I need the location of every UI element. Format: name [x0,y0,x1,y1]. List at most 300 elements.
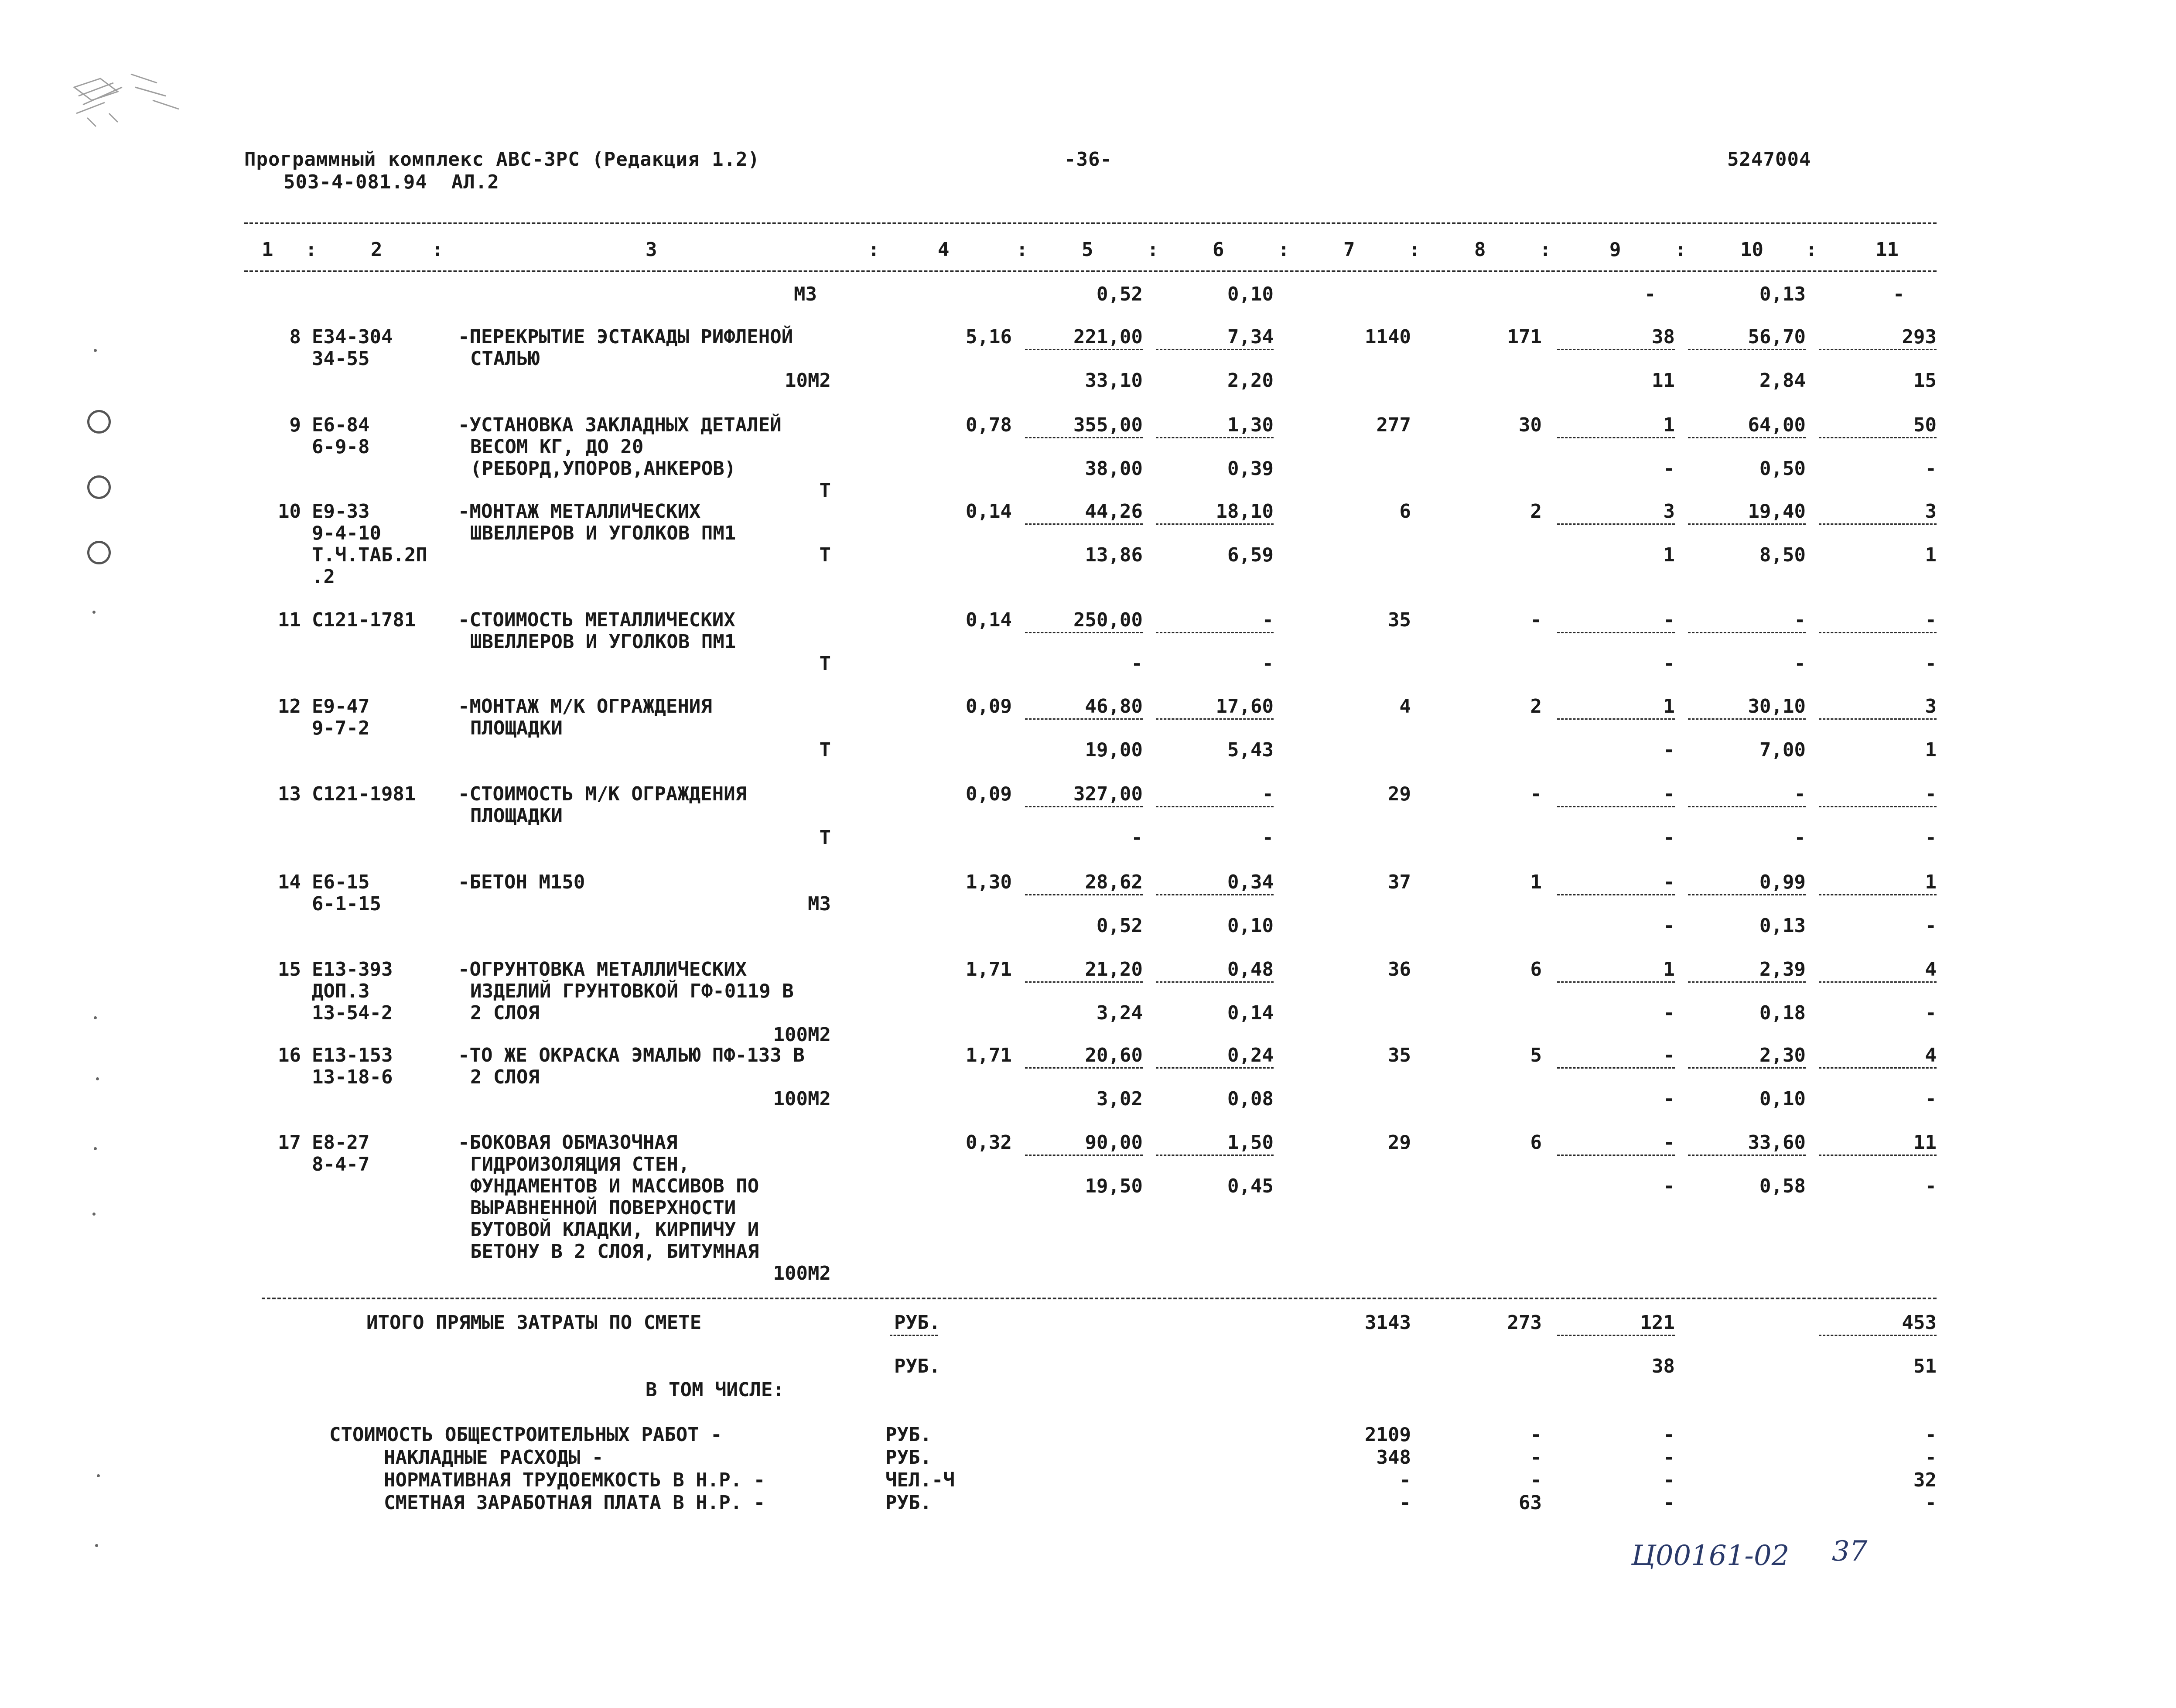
row-col11-secondary: - [1925,827,1937,849]
column-header-5: 5 [1082,239,1093,261]
row-col7: 36 [1388,958,1411,980]
row-code: Е13-153 [312,1044,393,1066]
value-divider [1557,1067,1675,1069]
carry-unit: М3 [794,283,817,305]
totals-breakdown-col8: - [1530,1469,1542,1491]
row-col7: 29 [1388,1131,1411,1154]
row-description: ВЫРАВНЕННОЙ ПОВЕРХНОСТИ [470,1197,736,1219]
row-col5-secondary: 19,00 [1085,739,1143,761]
row-code: С121-1781 [312,609,416,631]
row-col11-secondary: 1 [1925,544,1937,566]
totals-unit-2: РУБ. [894,1355,940,1377]
row-col11-secondary: - [1925,915,1937,937]
row-col8: 171 [1507,326,1542,348]
row-code: 6-1-15 [312,893,381,915]
row-col10-secondary: - [1794,652,1806,675]
row-col10-secondary: 0,50 [1759,458,1806,480]
value-divider [1557,1335,1675,1336]
value-divider [1025,1155,1143,1156]
totals-breakdown-label: СМЕТНАЯ ЗАРАБОТНАЯ ПЛАТА В Н.Р. - [384,1492,765,1514]
row-number: 14 [278,871,301,893]
row-description: -СТОИМОСТЬ МЕТАЛЛИЧЕСКИХ [458,609,735,631]
row-unit: Т [819,739,831,761]
including-label: В ТОМ ЧИСЛЕ: [646,1379,784,1401]
row-col8: - [1530,609,1542,631]
value-divider [1688,1155,1806,1156]
row-code: Е9-47 [312,695,370,717]
value-divider [1156,437,1274,438]
row-col10: 19,40 [1748,500,1806,523]
value-divider [1819,1155,1937,1156]
row-col5-price: 327,00 [1073,783,1143,805]
scan-smudge-icon [65,61,218,131]
column-separator: : [868,239,880,261]
value-divider [1156,894,1274,895]
row-description: 2 СЛОЯ [470,1002,540,1024]
row-description: -БОКОВАЯ ОБМАЗОЧНАЯ [458,1131,678,1154]
row-unit: 10М2 [785,369,831,392]
row-col5-secondary: 33,10 [1085,369,1143,392]
value-divider [1557,806,1675,807]
column-separator: : [1806,239,1817,261]
row-col10: 33,60 [1748,1131,1806,1154]
row-col5-secondary: 19,50 [1085,1175,1143,1197]
program-title: Программный комплекс АВС-3РС (Редакция 1.2) [244,148,760,171]
row-description: (РЕБОРД,УПОРОВ,АНКЕРОВ) [470,458,736,480]
row-col9-secondary: - [1663,1002,1675,1024]
row-col9: - [1663,1044,1675,1066]
column-header-10: 10 [1740,239,1763,261]
row-number: 12 [278,695,301,717]
row-col11-secondary: - [1925,1175,1937,1197]
value-divider [1688,437,1806,438]
row-col6: 0,24 [1227,1044,1274,1066]
row-description: ВЕСОМ КГ, ДО 20 [470,436,644,458]
column-header-6: 6 [1213,239,1224,261]
value-divider [1688,523,1806,525]
row-unit: Т [819,479,831,502]
row-col11: 11 [1913,1131,1937,1154]
carry-col6: 0,10 [1227,283,1274,305]
row-col9-secondary: - [1663,1175,1675,1197]
scan-speck-icon [92,1213,96,1216]
row-code: Е9-33 [312,500,370,523]
column-separator: : [1675,239,1687,261]
value-divider [1025,523,1143,525]
value-divider [1156,981,1274,983]
value-divider [1688,349,1806,350]
row-col5-price: 44,26 [1085,500,1143,523]
row-description: ШВЕЛЛЕРОВ И УГОЛКОВ ПМ1 [470,631,736,653]
row-col9-secondary: 1 [1663,544,1675,566]
row-col4-qty: 0,14 [966,609,1012,631]
row-col4-qty: 1,71 [966,958,1012,980]
table-header-rule [244,270,1937,272]
totals-breakdown-col7: 348 [1376,1446,1411,1469]
scan-speck-icon [97,1474,100,1477]
row-number: 13 [278,783,301,805]
totals-breakdown-unit: РУБ. [885,1446,932,1469]
row-col11: - [1925,783,1937,805]
row-code: С121-1981 [312,783,416,805]
value-divider [1819,523,1937,525]
column-header-8: 8 [1474,239,1486,261]
row-col9: - [1663,871,1675,893]
value-divider [1557,718,1675,720]
row-col10-secondary: 0,58 [1759,1175,1806,1197]
value-divider [1819,349,1937,350]
column-separator: : [305,239,317,261]
value-divider [1819,894,1937,895]
row-col4-qty: 5,16 [966,326,1012,348]
row-col6: 0,34 [1227,871,1274,893]
column-header-3: 3 [646,239,657,261]
punch-hole-icon [87,541,111,564]
row-col6-secondary: 0,14 [1227,1002,1274,1024]
row-col5-price: 355,00 [1073,414,1143,436]
scan-speck-icon [94,1147,97,1150]
row-col8: 2 [1530,695,1542,717]
column-header-2: 2 [371,239,383,261]
row-col6-secondary: - [1262,827,1274,849]
project-code: 503-4-081.94 АЛ.2 [284,171,499,193]
row-code: 8-4-7 [312,1153,370,1175]
row-description: -ОГРУНТОВКА МЕТАЛЛИЧЕСКИХ [458,958,747,980]
row-col9-secondary: - [1663,915,1675,937]
value-divider [1025,981,1143,983]
row-col10: 56,70 [1748,326,1806,348]
totals-breakdown-col7: - [1399,1492,1411,1514]
handwritten-page-number: 37 [1832,1535,1868,1568]
row-col6-secondary: 0,08 [1227,1088,1274,1110]
value-divider [1819,632,1937,633]
row-col6: 1,50 [1227,1131,1274,1154]
row-col5-secondary: 3,02 [1097,1088,1143,1110]
value-divider [1025,437,1143,438]
row-description: ШВЕЛЛЕРОВ И УГОЛКОВ ПМ1 [470,522,736,544]
row-col10: 2,30 [1759,1044,1806,1066]
row-description: ФУНДАМЕНТОВ И МАССИВОВ ПО [470,1175,759,1197]
row-col7: 35 [1388,609,1411,631]
scan-speck-icon [94,1016,97,1019]
row-description: ИЗДЕЛИЙ ГРУНТОВКОЙ ГФ-0119 В [470,980,794,1002]
row-col9-secondary: - [1663,827,1675,849]
row-col4-qty: 1,71 [966,1044,1012,1066]
value-divider [1819,1067,1937,1069]
totals-breakdown-col9: - [1663,1469,1675,1491]
row-code: ДОП.3 [312,980,370,1002]
row-number: 9 [289,414,301,436]
column-header-4: 4 [938,239,950,261]
row-col11-secondary: - [1925,458,1937,480]
row-col11-secondary: - [1925,652,1937,675]
page-number: -36- [1064,148,1112,171]
row-col5-secondary: 38,00 [1085,458,1143,480]
row-col11-secondary: 15 [1913,369,1937,392]
column-separator: : [1016,239,1028,261]
row-col6: 7,34 [1227,326,1274,348]
row-col9-secondary: - [1663,652,1675,675]
row-col9: 38 [1652,326,1675,348]
row-code: 13-54-2 [312,1002,393,1024]
row-description: -МОНТАЖ М/К ОГРАЖДЕНИЯ [458,695,712,717]
row-col9: 1 [1663,414,1675,436]
row-unit: 100М2 [773,1262,831,1284]
carry-col5: 0,52 [1097,283,1143,305]
carry-col9: - [1644,283,1656,305]
value-divider [1688,981,1806,983]
row-col11: 3 [1925,500,1937,523]
value-divider [1025,806,1143,807]
totals-col11: 453 [1902,1312,1937,1334]
row-col4-qty: 0,78 [966,414,1012,436]
value-divider [1688,894,1806,895]
value-divider [1819,981,1937,983]
row-col11: 293 [1902,326,1937,348]
totals-breakdown-col8: - [1530,1424,1542,1446]
row-description: -МОНТАЖ МЕТАЛЛИЧЕСКИХ [458,500,701,523]
totals-breakdown-col9: - [1663,1446,1675,1469]
row-col7: 29 [1388,783,1411,805]
punch-hole-icon [87,475,111,499]
value-divider [1156,806,1274,807]
row-col9-secondary: - [1663,1088,1675,1110]
table-bottom-rule [262,1298,1937,1299]
document-number: 5247004 [1727,148,1811,171]
totals-breakdown-label: СТОИМОСТЬ ОБЩЕСТРОИТЕЛЬНЫХ РАБОТ - [329,1424,722,1446]
row-col8: 2 [1530,500,1542,523]
value-divider [1025,894,1143,895]
scan-speck-icon [95,1544,98,1547]
row-col6-secondary: 2,20 [1227,369,1274,392]
row-col11: - [1925,609,1937,631]
totals-breakdown-col8: 63 [1519,1492,1542,1514]
table-top-rule [244,222,1937,224]
column-header-7: 7 [1343,239,1355,261]
row-col10: - [1794,609,1806,631]
row-unit: 100М2 [773,1088,831,1110]
totals-col9-secondary: 38 [1652,1355,1675,1377]
totals-breakdown-unit: ЧЕЛ.-Ч [885,1469,955,1491]
value-divider [1557,632,1675,633]
value-divider [1025,1067,1143,1069]
row-description: ПЛОЩАДКИ [470,717,563,739]
value-divider [1819,437,1937,438]
row-number: 8 [289,326,301,348]
row-description: -ТО ЖЕ ОКРАСКА ЭМАЛЬЮ ПФ-133 В [458,1044,805,1066]
row-col7: 1140 [1365,326,1411,348]
column-separator: : [1409,239,1421,261]
row-col10-secondary: - [1794,827,1806,849]
row-col11: 50 [1913,414,1937,436]
handwritten-reference: Ц00161-02 [1631,1540,1790,1572]
row-col11-secondary: 1 [1925,739,1937,761]
row-col6: 0,48 [1227,958,1274,980]
totals-breakdown-col11: 32 [1913,1469,1937,1491]
totals-col9: 121 [1640,1312,1675,1334]
row-col5-secondary: - [1131,652,1143,675]
value-divider [1156,718,1274,720]
column-header-9: 9 [1609,239,1621,261]
row-description: БЕТОНУ В 2 СЛОЯ, БИТУМНАЯ [470,1240,759,1263]
row-col11: 1 [1925,871,1937,893]
row-description: 2 СЛОЯ [470,1066,540,1088]
row-unit: Т [819,827,831,849]
row-number: 17 [278,1131,301,1154]
value-divider [1557,981,1675,983]
totals-unit: РУБ. [894,1312,940,1334]
row-col8: - [1530,783,1542,805]
totals-breakdown-label: НОРМАТИВНАЯ ТРУДОЕМКОСТЬ В Н.Р. - [384,1469,765,1491]
value-divider [1025,632,1143,633]
row-col7: 6 [1399,500,1411,523]
row-col11-secondary: - [1925,1002,1937,1024]
row-code: Т.Ч.ТАБ.2П [312,544,427,566]
value-divider [1688,1067,1806,1069]
row-code: Е34-304 [312,326,393,348]
column-separator: : [1278,239,1290,261]
value-divider [1557,894,1675,895]
totals-col11-secondary: 51 [1913,1355,1937,1377]
row-col6-secondary: - [1262,652,1274,675]
row-col6: - [1262,783,1274,805]
totals-breakdown-label: НАКЛАДНЫЕ РАСХОДЫ - [384,1446,604,1469]
row-col6: - [1262,609,1274,631]
row-col10: 64,00 [1748,414,1806,436]
totals-breakdown-col11: - [1925,1492,1937,1514]
row-col9: - [1663,1131,1675,1154]
row-unit: Т [819,544,831,566]
row-col8: 6 [1530,1131,1542,1154]
column-header-11: 11 [1875,239,1899,261]
row-col5-price: 250,00 [1073,609,1143,631]
row-number: 11 [278,609,301,631]
row-description: БУТОВОЙ КЛАДКИ, КИРПИЧУ И [470,1219,759,1241]
row-col10: - [1794,783,1806,805]
punch-hole-icon [87,410,111,434]
row-col5-price: 46,80 [1085,695,1143,717]
scan-speck-icon [92,611,96,614]
row-col11: 4 [1925,1044,1937,1066]
column-separator: : [1540,239,1551,261]
row-col9-secondary: 11 [1652,369,1675,392]
row-code: 6-9-8 [312,436,370,458]
row-col9: - [1663,783,1675,805]
row-col5-price: 221,00 [1073,326,1143,348]
row-col9: 3 [1663,500,1675,523]
row-col6: 18,10 [1216,500,1274,523]
row-col6: 1,30 [1227,414,1274,436]
row-col10: 0,99 [1759,871,1806,893]
totals-breakdown-col8: - [1530,1446,1542,1469]
row-description: ГИДРОИЗОЛЯЦИЯ СТЕН, [470,1153,690,1175]
row-col8: 30 [1519,414,1542,436]
row-col6-secondary: 5,43 [1227,739,1274,761]
value-divider [1156,523,1274,525]
row-col10-secondary: 0,10 [1759,1088,1806,1110]
value-divider [1557,523,1675,525]
row-col4-qty: 0,14 [966,500,1012,523]
row-number: 10 [278,500,301,523]
row-col5-price: 90,00 [1085,1131,1143,1154]
row-col8: 1 [1530,871,1542,893]
row-description: -СТОИМОСТЬ М/К ОГРАЖДЕНИЯ [458,783,747,805]
row-col11: 3 [1925,695,1937,717]
row-code: 9-7-2 [312,717,370,739]
unit-divider [890,1335,938,1336]
value-divider [1688,806,1806,807]
row-description: -УСТАНОВКА ЗАКЛАДНЫХ ДЕТАЛЕЙ [458,414,782,436]
totals-col7: 3143 [1365,1312,1411,1334]
row-col6: 17,60 [1216,695,1274,717]
row-code: 34-55 [312,348,370,370]
row-col8: 6 [1530,958,1542,980]
row-code: Е6-84 [312,414,370,436]
scan-speck-icon [96,1077,99,1080]
row-number: 16 [278,1044,301,1066]
row-description: ПЛОЩАДКИ [470,805,563,827]
value-divider [1025,349,1143,350]
value-divider [1156,632,1274,633]
row-col10-secondary: 0,18 [1759,1002,1806,1024]
row-col5-secondary: 3,24 [1097,1002,1143,1024]
value-divider [1156,1067,1274,1069]
row-col10: 2,39 [1759,958,1806,980]
value-divider [1819,718,1937,720]
value-divider [1819,1335,1937,1336]
row-col6-secondary: 0,45 [1227,1175,1274,1197]
row-col4-qty: 0,32 [966,1131,1012,1154]
row-code: Е13-393 [312,958,393,980]
row-col5-price: 20,60 [1085,1044,1143,1066]
column-separator: : [1147,239,1159,261]
row-col6-secondary: 6,59 [1227,544,1274,566]
row-col4-qty: 0,09 [966,695,1012,717]
row-number: 15 [278,958,301,980]
row-col7: 277 [1376,414,1411,436]
value-divider [1156,1155,1274,1156]
row-col8: 5 [1530,1044,1542,1066]
column-separator: : [432,239,444,261]
totals-breakdown-col9: - [1663,1424,1675,1446]
row-col5-secondary: - [1131,827,1143,849]
row-col6-secondary: 0,39 [1227,458,1274,480]
totals-breakdown-unit: РУБ. [885,1424,932,1446]
carry-col11: - [1893,283,1905,305]
totals-breakdown-unit: РУБ. [885,1492,932,1514]
value-divider [1557,1155,1675,1156]
totals-breakdown-col11: - [1925,1424,1937,1446]
row-unit: М3 [808,893,831,915]
totals-breakdown-col9: - [1663,1492,1675,1514]
row-col9: - [1663,609,1675,631]
totals-breakdown-col11: - [1925,1446,1937,1469]
row-code: 13-18-6 [312,1066,393,1088]
row-col7: 4 [1399,695,1411,717]
row-col7: 35 [1388,1044,1411,1066]
row-col5-secondary: 0,52 [1097,915,1143,937]
row-col7: 37 [1388,871,1411,893]
row-code: Е6-15 [312,871,370,893]
row-description: -ПЕРЕКРЫТИЕ ЭСТАКАДЫ РИФЛЕНОЙ [458,326,793,348]
row-col9: 1 [1663,695,1675,717]
row-col6-secondary: 0,10 [1227,915,1274,937]
value-divider [1025,718,1143,720]
row-col9-secondary: - [1663,739,1675,761]
row-col9-secondary: - [1663,458,1675,480]
row-unit: Т [819,652,831,675]
row-col10-secondary: 8,50 [1759,544,1806,566]
